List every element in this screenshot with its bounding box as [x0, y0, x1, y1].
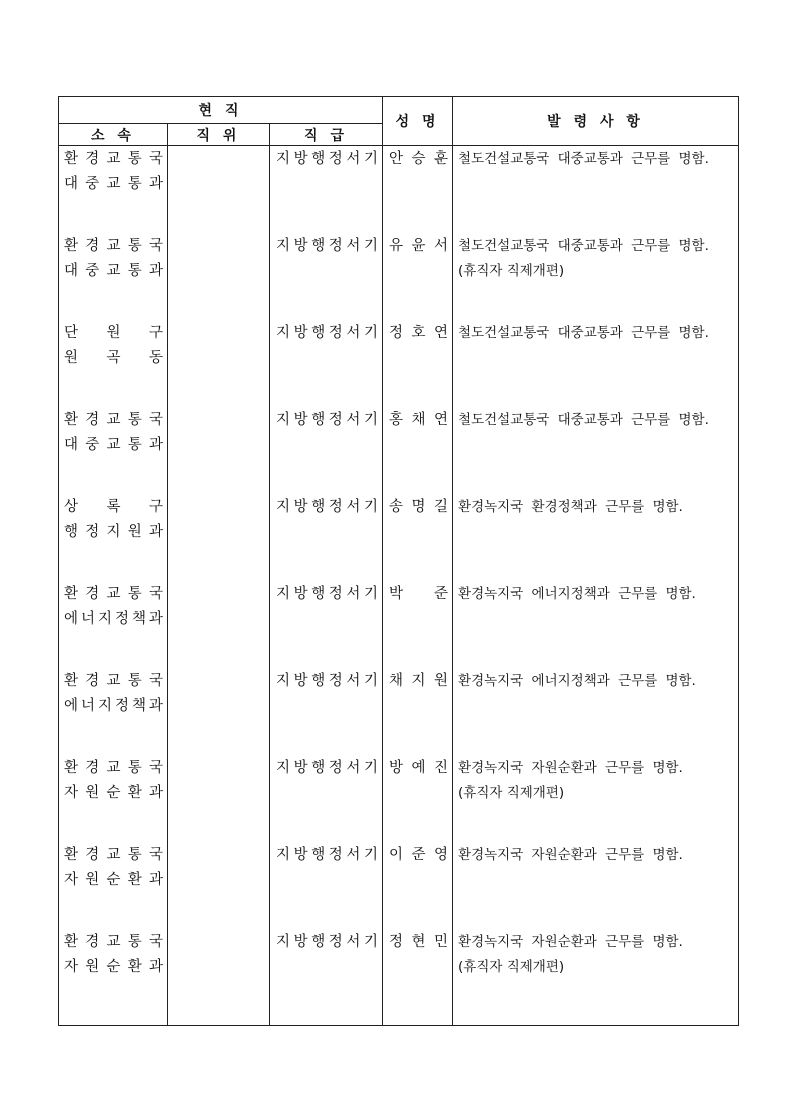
cell-name [383, 755, 453, 842]
affiliation-line-1: 환 경 교 통 국 [64, 585, 163, 602]
order-text: 철도건설교통국 대중교통과 근무를 명함. [458, 237, 709, 254]
affiliation-line-2: 원 곡 동 [64, 349, 163, 366]
table-row [59, 407, 739, 494]
cell-order [453, 146, 739, 233]
table-row [59, 320, 739, 407]
affiliation-line-2: 대 중 교 통 과 [64, 176, 163, 192]
cell-grade [270, 842, 383, 929]
affiliation-line-1: 환 경 교 통 국 [64, 237, 163, 254]
person-name: 홍 채 연 [389, 411, 449, 428]
cell-name [383, 581, 453, 668]
cell-affiliation [59, 146, 168, 233]
table-row [59, 233, 739, 320]
affiliation-line-2: 에 너 지 정 책 과 [64, 697, 163, 714]
cell-name [383, 668, 453, 755]
cell-order [453, 755, 739, 842]
cell-position [168, 407, 270, 494]
cell-affiliation [59, 842, 168, 929]
grade-text: 지 방 행 정 서 기 [276, 759, 378, 776]
cell-order [453, 581, 739, 668]
cell-name [383, 842, 453, 929]
grade-text: 지 방 행 정 서 기 [276, 151, 378, 167]
cell-position [168, 146, 270, 233]
header-grade: 직 급 [270, 124, 383, 146]
affiliation-line-2: 자 원 순 환 과 [64, 958, 163, 975]
cell-grade [270, 494, 383, 581]
affiliation-line-1: 환 경 교 통 국 [64, 846, 163, 863]
table-row [59, 581, 739, 668]
header-current: 현 직 [59, 97, 383, 124]
order-note: (휴직자 직제개편) [458, 262, 565, 279]
affiliation-line-2: 행 정 지 원 과 [64, 523, 163, 540]
affiliation-line-1: 환 경 교 통 국 [64, 151, 163, 167]
cell-name [383, 320, 453, 407]
cell-affiliation [59, 668, 168, 755]
header-position: 직 위 [168, 124, 270, 146]
affiliation-line-1: 상 록 구 [64, 498, 163, 515]
cell-affiliation [59, 320, 168, 407]
cell-affiliation [59, 407, 168, 494]
header-affiliation: 소 속 [59, 124, 168, 146]
cell-grade [270, 755, 383, 842]
cell-position [168, 842, 270, 929]
cell-order [453, 842, 739, 929]
order-text: 철도건설교통국 대중교통과 근무를 명함. [458, 411, 709, 428]
cell-order [453, 494, 739, 581]
header-order: 발 령 사 항 [453, 97, 739, 146]
cell-name [383, 929, 453, 1026]
order-text: 환경녹지국 자원순환과 근무를 명함. [458, 933, 683, 950]
grade-text: 지 방 행 정 서 기 [276, 846, 378, 863]
person-name: 안 승 훈 [389, 151, 449, 167]
affiliation-line-2: 대 중 교 통 과 [64, 436, 163, 453]
affiliation-line-2: 에 너 지 정 책 과 [64, 610, 163, 627]
person-name: 송 명 길 [389, 498, 449, 515]
cell-grade [270, 320, 383, 407]
affiliation-line-1: 환 경 교 통 국 [64, 672, 163, 689]
person-name: 박 준 [389, 585, 449, 602]
person-name: 채 지 원 [389, 672, 449, 689]
grade-text: 지 방 행 정 서 기 [276, 324, 378, 341]
affiliation-line-2: 자 원 순 환 과 [64, 784, 163, 801]
person-name: 유 윤 서 [389, 237, 449, 254]
grade-text: 지 방 행 정 서 기 [276, 237, 378, 254]
cell-position [168, 929, 270, 1026]
person-name: 이 준 영 [389, 846, 449, 863]
header-name: 성 명 [383, 97, 453, 146]
order-text: 환경녹지국 환경정책과 근무를 명함. [458, 498, 683, 515]
grade-text: 지 방 행 정 서 기 [276, 672, 378, 689]
cell-order [453, 407, 739, 494]
cell-position [168, 320, 270, 407]
cell-name [383, 494, 453, 581]
cell-position [168, 494, 270, 581]
grade-text: 지 방 행 정 서 기 [276, 498, 378, 515]
table-body [59, 146, 739, 1026]
affiliation-line-2: 대 중 교 통 과 [64, 262, 163, 279]
personnel-table [58, 96, 739, 1026]
personnel-order-sheet [58, 96, 738, 1026]
person-name: 정 현 민 [389, 933, 449, 950]
cell-affiliation [59, 233, 168, 320]
cell-order [453, 929, 739, 1026]
order-note: (휴직자 직제개편) [458, 784, 565, 801]
cell-affiliation [59, 581, 168, 668]
cell-name [383, 233, 453, 320]
order-note: (휴직자 직제개편) [458, 958, 565, 975]
cell-order [453, 320, 739, 407]
table-row [59, 842, 739, 929]
cell-order [453, 668, 739, 755]
order-text: 환경녹지국 자원순환과 근무를 명함. [458, 846, 683, 863]
table-row [59, 494, 739, 581]
grade-text: 지 방 행 정 서 기 [276, 585, 378, 602]
person-name: 방 예 진 [389, 759, 449, 776]
order-text: 환경녹지국 자원순환과 근무를 명함. [458, 759, 683, 776]
affiliation-line-2: 자 원 순 환 과 [64, 871, 163, 888]
affiliation-line-1: 환 경 교 통 국 [64, 933, 163, 950]
table-row [59, 668, 739, 755]
cell-position [168, 755, 270, 842]
cell-position [168, 668, 270, 755]
order-text: 환경녹지국 에너지정책과 근무를 명함. [458, 672, 696, 689]
cell-name [383, 146, 453, 233]
order-text: 철도건설교통국 대중교통과 근무를 명함. [458, 324, 709, 341]
cell-affiliation [59, 929, 168, 1026]
grade-text: 지 방 행 정 서 기 [276, 933, 378, 950]
affiliation-line-1: 환 경 교 통 국 [64, 759, 163, 776]
order-text: 환경녹지국 에너지정책과 근무를 명함. [458, 585, 696, 602]
order-text: 철도건설교통국 대중교통과 근무를 명함. [458, 151, 709, 167]
cell-grade [270, 233, 383, 320]
cell-grade [270, 407, 383, 494]
table-row [59, 146, 739, 233]
table-row [59, 755, 739, 842]
grade-text: 지 방 행 정 서 기 [276, 411, 378, 428]
affiliation-line-1: 단 원 구 [64, 324, 163, 341]
cell-position [168, 233, 270, 320]
table-row [59, 929, 739, 1026]
cell-grade [270, 668, 383, 755]
affiliation-line-1: 환 경 교 통 국 [64, 411, 163, 428]
cell-order [453, 233, 739, 320]
person-name: 정 호 연 [389, 324, 449, 341]
cell-position [168, 581, 270, 668]
cell-affiliation [59, 494, 168, 581]
cell-grade [270, 929, 383, 1026]
cell-grade [270, 581, 383, 668]
cell-grade [270, 146, 383, 233]
cell-name [383, 407, 453, 494]
cell-affiliation [59, 755, 168, 842]
